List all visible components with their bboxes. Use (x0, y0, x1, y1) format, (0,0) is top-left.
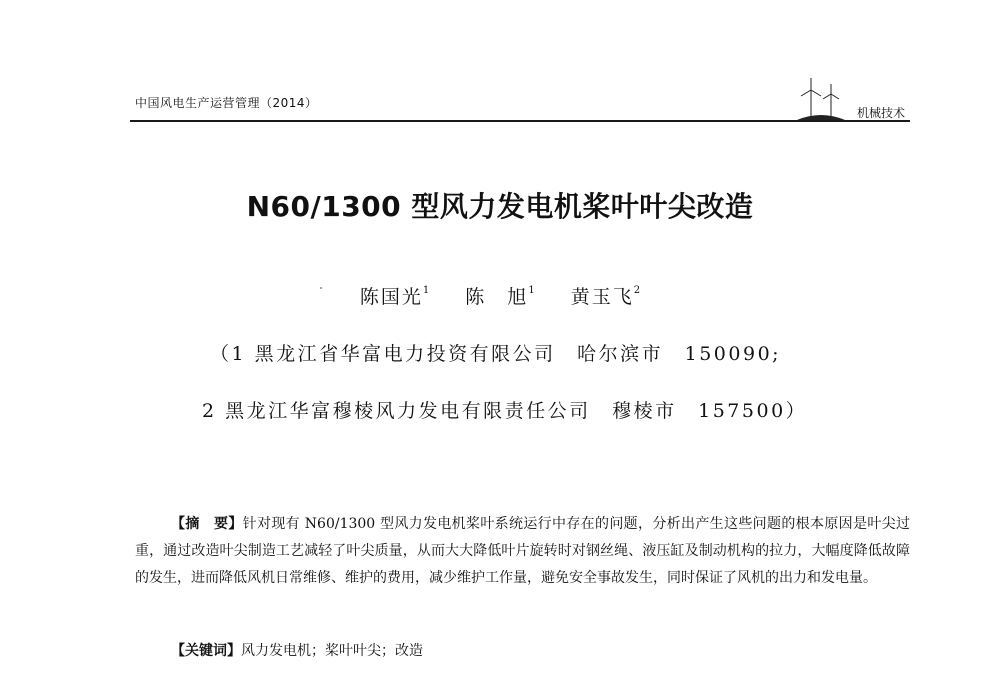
header-divider (130, 120, 910, 122)
keywords-label: 【关键词】 (171, 643, 241, 659)
author-affil-mark: 2 (633, 285, 641, 296)
wind-turbine-icon (797, 76, 845, 120)
paper-title: N60/1300 型风力发电机桨叶叶尖改造 (246, 190, 754, 223)
author (571, 286, 640, 308)
author-affil-mark: 1 (528, 285, 535, 296)
author-name: 陈国光 (359, 286, 423, 308)
abstract (135, 511, 910, 592)
keywords-text: 风力发电机；桨叶叶尖；改造 (241, 643, 423, 659)
section-label: 机械技术 (856, 106, 905, 120)
author-name: 陈 旭 (465, 286, 529, 308)
author-list (0, 282, 1000, 309)
keywords (171, 640, 423, 660)
journal-header: 中国风电生产运营管理（2014） (135, 96, 318, 110)
abstract-text: 针对现有 N60/1300 型风力发电机桨叶系统运行中存在的问题，分析出产生这些问题的根本原因是叶尖过重，通过改造叶尖制造工艺减轻了叶尖质量，从而大大降低叶片旋转时对钢丝绳、液压缸及制动机构的拉力，大幅度降低故障的发生，进而降低风机日常维修、维护的费用，减少维护工作量，避免安全事故发生，同时保证了风机的出力和发电量。 (135, 516, 910, 586)
author-name: 黄玉飞 (570, 286, 634, 308)
author (360, 286, 429, 308)
author (465, 286, 534, 308)
affiliation-1: （1 黑龙江省华富电力投资有限公司 哈尔滨市 150090; (210, 343, 782, 365)
affiliation-2: 2 黑龙江华富穆棱风力发电有限责任公司 穆棱市 157500） (202, 400, 808, 422)
abstract-label: 【摘 要】 (171, 516, 243, 532)
author-affil-mark: 1 (422, 285, 430, 296)
